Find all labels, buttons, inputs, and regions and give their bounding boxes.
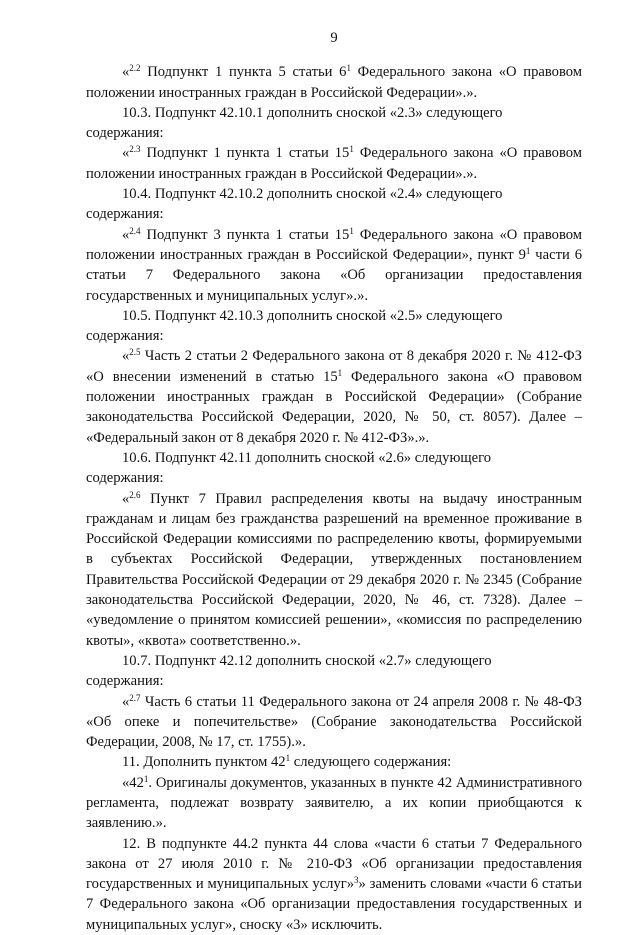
superscript: 2.6 [129,489,141,500]
page-number: 9 [330,30,338,46]
paragraph [86,752,582,772]
superscript: 1 [337,367,343,378]
text-run: содержания: [86,125,164,142]
paragraph [86,489,582,651]
text-run: « [122,226,130,243]
text-run: Подпункт 1 пункта 5 статьи 6 [140,64,347,81]
text-run: « [122,64,130,81]
paragraph [86,834,582,935]
text-run: Федерального закона «О правовом положении иностранных граждан в Российской Федерации».». [86,64,583,101]
text-run: следующего содержания: [290,754,452,771]
superscript: 2.5 [129,347,141,358]
text-run: «42 [122,774,144,791]
text-run: Часть 6 статьи 11 Федерального закона от 24 апреля 2008 г. № 48-ФЗ «Об опеке и попечительстве» (Собрание законодательства Российской Федерации, 2008, № 17, ст. 1755).». [86,693,582,751]
paragraph [86,103,582,123]
superscript: 1 [143,773,149,784]
paragraph [86,326,582,346]
paragraph [86,306,582,326]
paragraph [86,448,582,468]
text-run: « [122,490,130,507]
text-run: 10.6. Подпункт 42.11 дополнить сноской «2.6» следующего [122,449,491,466]
paragraph [86,651,582,671]
text-run: Часть 2 статьи 2 Федерального закона от 8 декабря 2020 г. № 412-ФЗ «О внесении изменений в статью 15 [86,348,582,385]
superscript: 3 [354,875,359,886]
document-body [86,62,582,935]
paragraph [86,225,582,306]
paragraph [86,346,582,447]
text-run: содержания: [86,470,164,487]
text-run: « [122,693,130,710]
superscript: 1 [346,63,351,74]
text-run: 10.3. Подпункт 42.10.1 дополнить сноской «2.3» следующего [122,104,503,121]
text-run: содержания: [86,328,164,345]
superscript: 2.7 [129,692,141,703]
superscript: 2.3 [129,144,141,155]
text-run: содержания: [86,206,164,223]
paragraph [86,671,582,691]
text-run: 10.4. Подпункт 42.10.2 дополнить сноской «2.4» следующего [122,186,503,203]
paragraph [86,468,582,488]
paragraph [86,143,582,184]
paragraph [86,773,582,834]
text-run: 10.5. Подпункт 42.10.3 дополнить сноской «2.5» следующего [122,307,503,324]
text-run: Федерального закона «О правовом положении иностранных граждан в Российской Федерации».». [86,145,583,182]
text-run: 12. В подпункте 44.2 пункта 44 слова «части 6 статьи 7 Федерального закона от 27 июля 2010 г. № 210-ФЗ «Об организации предоставления государственных и муниципальных услуг» [86,835,582,893]
paragraph [86,184,582,204]
text-run: . Оригиналы документов, указанных в пункте 42 Административного регламента, подлежат возврату заявителю, а их копии приобщаются к заявлению.». [86,774,582,832]
text-run: 10.7. Подпункт 42.12 дополнить сноской «2.7» следующего [122,652,492,669]
text-run: части 6 статьи 7 Федерального закона «Об организации предоставления государственных и муниципальных услуг».». [86,246,583,304]
text-run: Федерального закона «О правовом положении иностранных граждан в Российской Федерации», пункт 9 [86,226,583,263]
superscript: 1 [525,245,531,256]
superscript: 2.2 [129,63,141,74]
text-run: содержания: [86,673,164,690]
text-run: 11. Дополнить пунктом 42 [122,754,286,771]
text-run: « [122,348,130,365]
paragraph [86,204,582,224]
paragraph [86,692,582,753]
text-run: Подпункт 1 пункта 1 статьи 15 [140,145,350,162]
paragraph [86,62,582,103]
superscript: 2.4 [129,225,141,236]
text-run: Подпункт 3 пункта 1 статьи 15 [140,226,350,243]
paragraph [86,123,582,143]
text-run: Федерального закона «О правовом положении иностранных граждан в Российской Федерации» (Собрание законодательства Российской Федерации, 2020, № 50, ст. 8057). Далее – «Федеральный закон от 8 декабря 2020 г. № 412-ФЗ».». [86,368,582,446]
text-run: « [122,145,130,162]
text-run: Пункт 7 Правил распределения квоты на выдачу иностранным гражданам и лицам без гражданства разрешений на временное проживание в Российской Федерации комиссиями по распределению квоты, формируемыми в субъектах Российской Федерации, утвержденных постановлением Правительства Российской Федерации от 29 декабря 2020 г. № 2345 (Собрание законодательства Российской Федерации, 2020, № 46, ст. 7328). Далее – «уведомление о принятом комиссией решении», «комиссия по распределению квоты», «квота» соответственно.». [86,490,582,649]
superscript: 1 [349,225,354,236]
superscript: 1 [349,144,354,155]
text-run: » заменить словами «части 6 статьи 7 Федерального закона «Об организации предоставления государственных и муниципальных услуг», сноску «3» исключить. [86,876,582,933]
superscript: 1 [285,753,291,764]
